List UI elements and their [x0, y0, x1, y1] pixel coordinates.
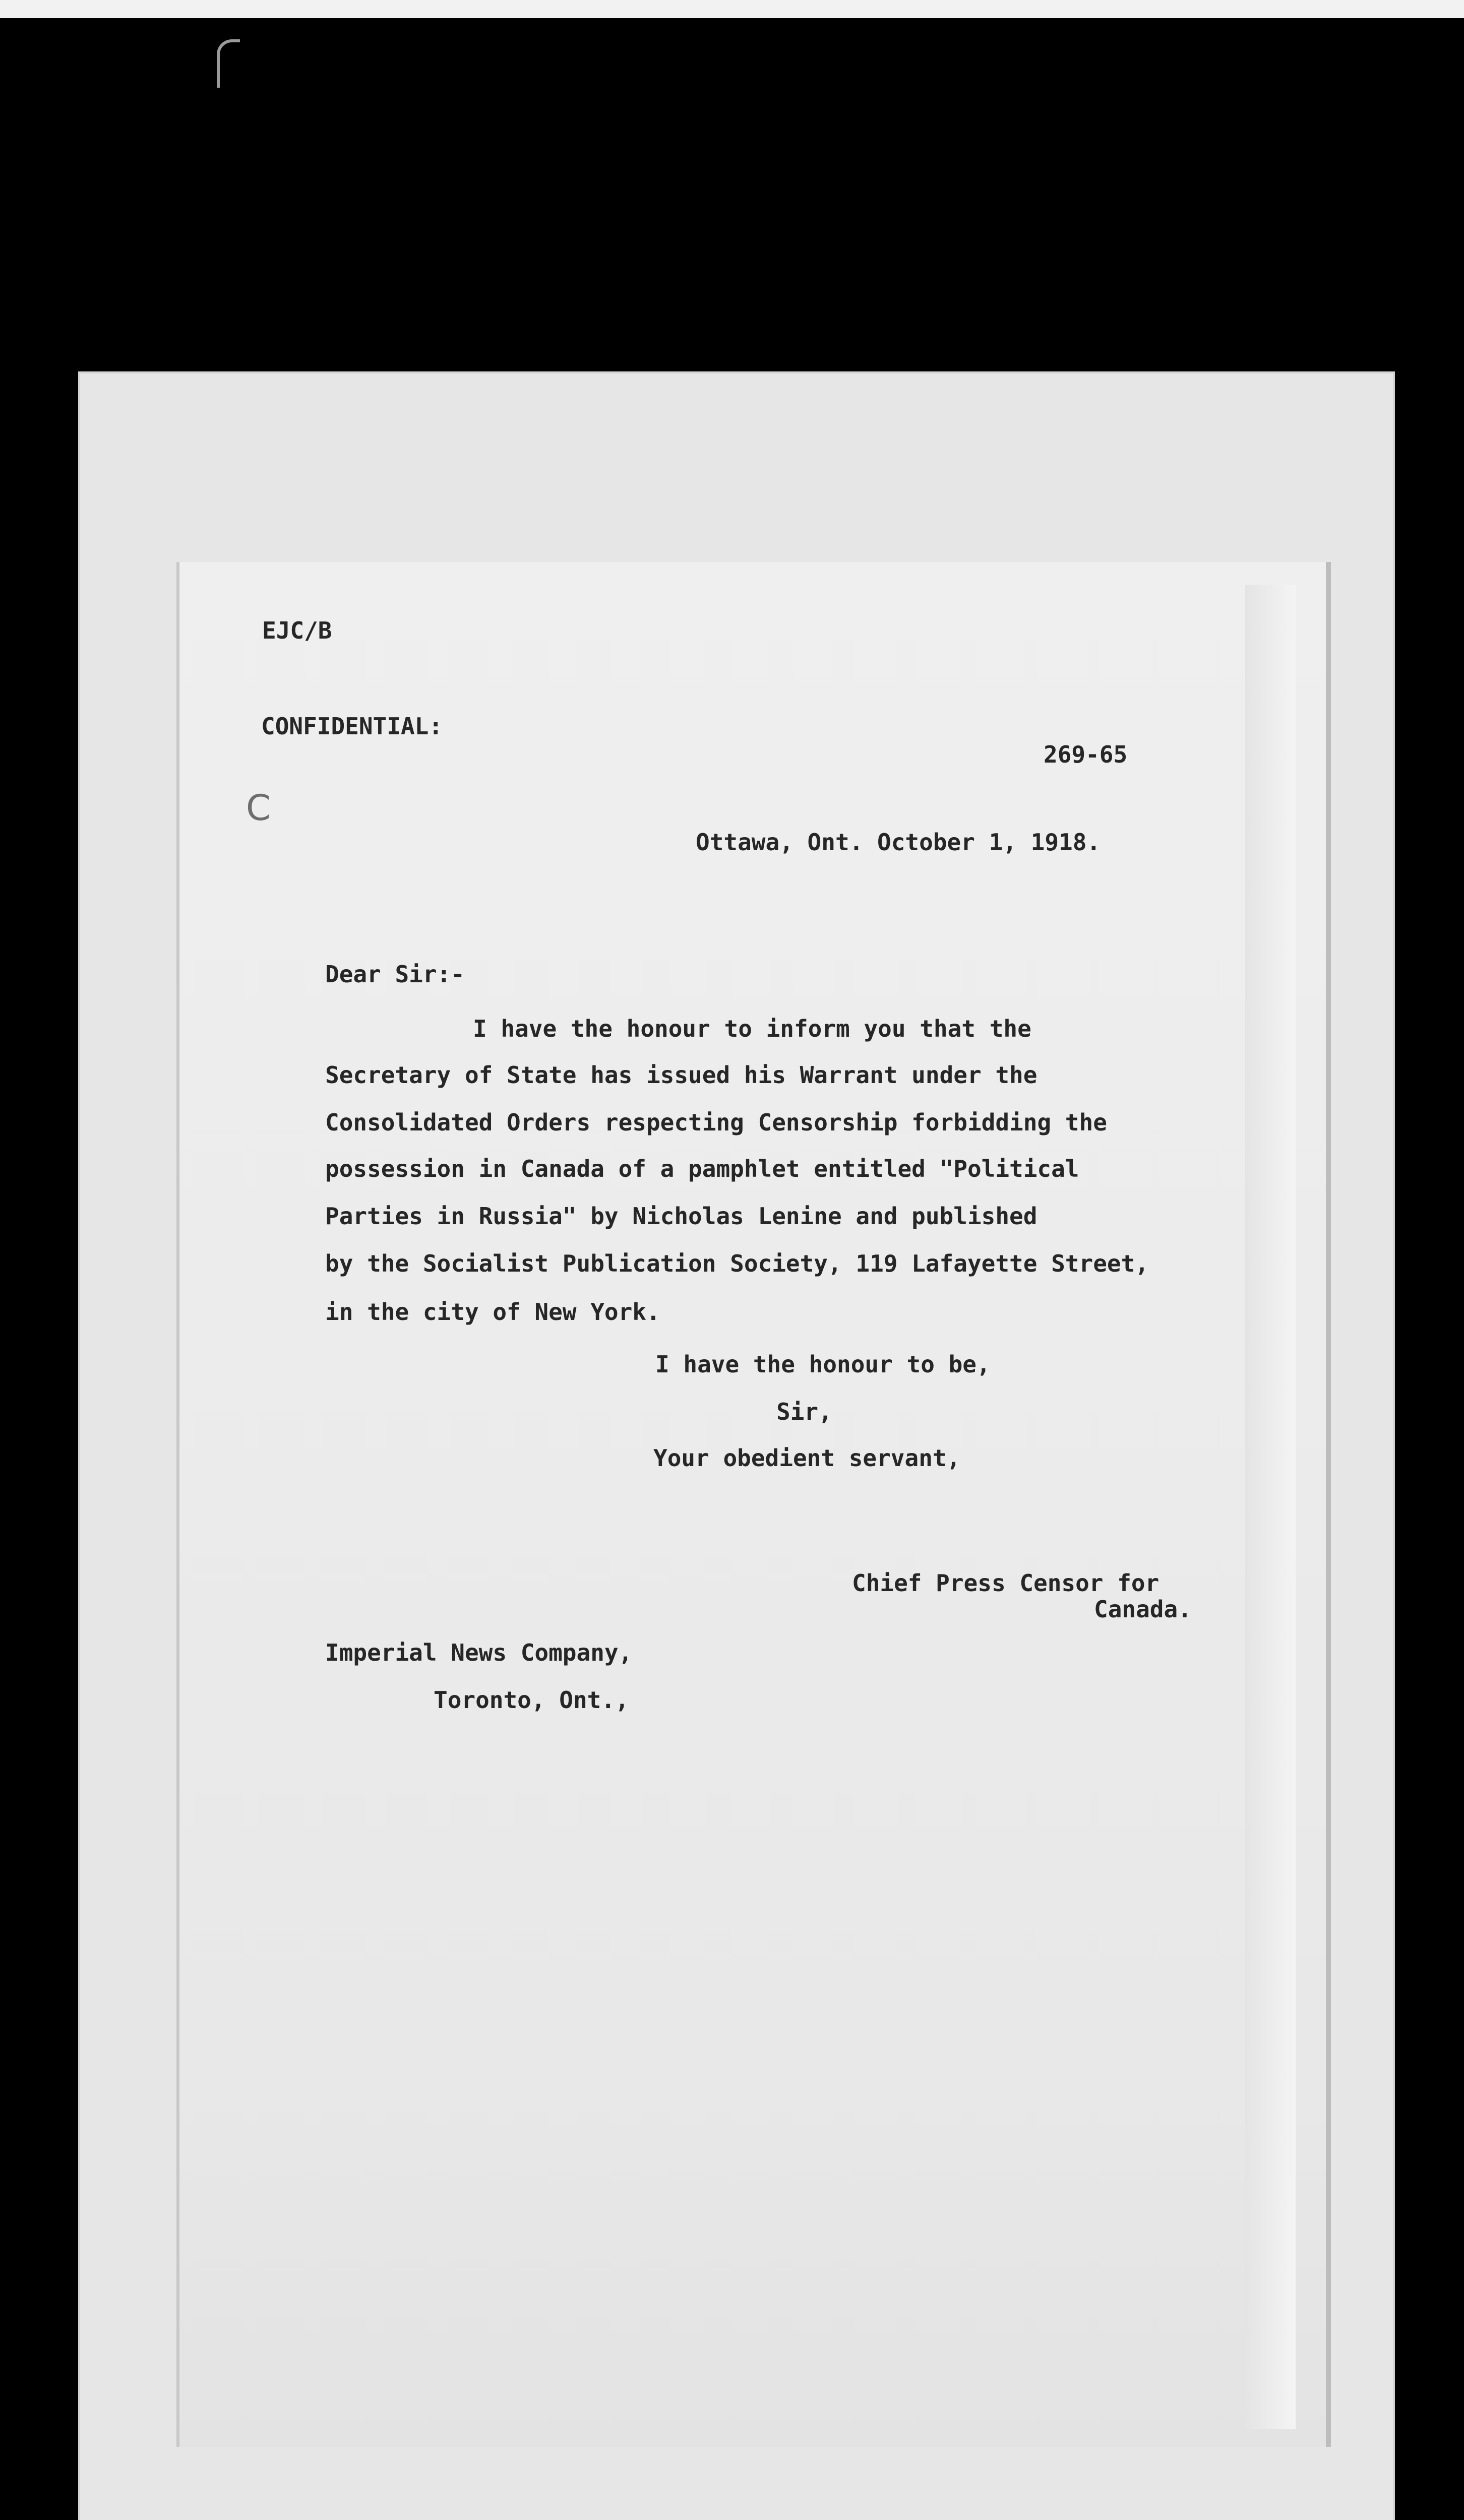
film-top-strip [0, 0, 1464, 18]
body-line: in the city of New York. [325, 1298, 660, 1326]
file-number: 269-65 [1044, 741, 1128, 768]
dateline: Ottawa, Ont. October 1, 1918. [696, 829, 1101, 856]
typist-initials: EJC/B [262, 617, 332, 644]
salutation: Dear Sir:- [325, 961, 465, 988]
body-line: Parties in Russia" by Nicholas Lenine and published [325, 1203, 1038, 1230]
body-line: possession in Canada of a pamphlet entitled "Political [325, 1155, 1079, 1182]
signature-title: Chief Press Censor for [852, 1569, 1160, 1597]
closing-line: I have the honour to be, [655, 1351, 991, 1378]
addressee-line: Imperial News Company, [325, 1639, 633, 1666]
addressee-line: Toronto, Ont., [434, 1686, 629, 1714]
letter-page-edge [1245, 585, 1296, 2429]
body-line: Secretary of State has issued his Warrant under the [325, 1061, 1038, 1089]
body-line: by the Socialist Publication Society, 119 Lafayette Street, [325, 1250, 1149, 1277]
closing-line: Your obedient servant, [653, 1444, 961, 1472]
classification-label: CONFIDENTIAL: [261, 713, 443, 740]
closing-line: Sir, [776, 1398, 832, 1425]
signature-title: Canada. [1094, 1596, 1192, 1623]
punch-hole-mark: C [246, 787, 271, 829]
film-scratch-mark [217, 39, 240, 88]
body-line: I have the honour to inform you that the [473, 1015, 1031, 1042]
body-line: Consolidated Orders respecting Censorship forbidding the [325, 1109, 1107, 1136]
